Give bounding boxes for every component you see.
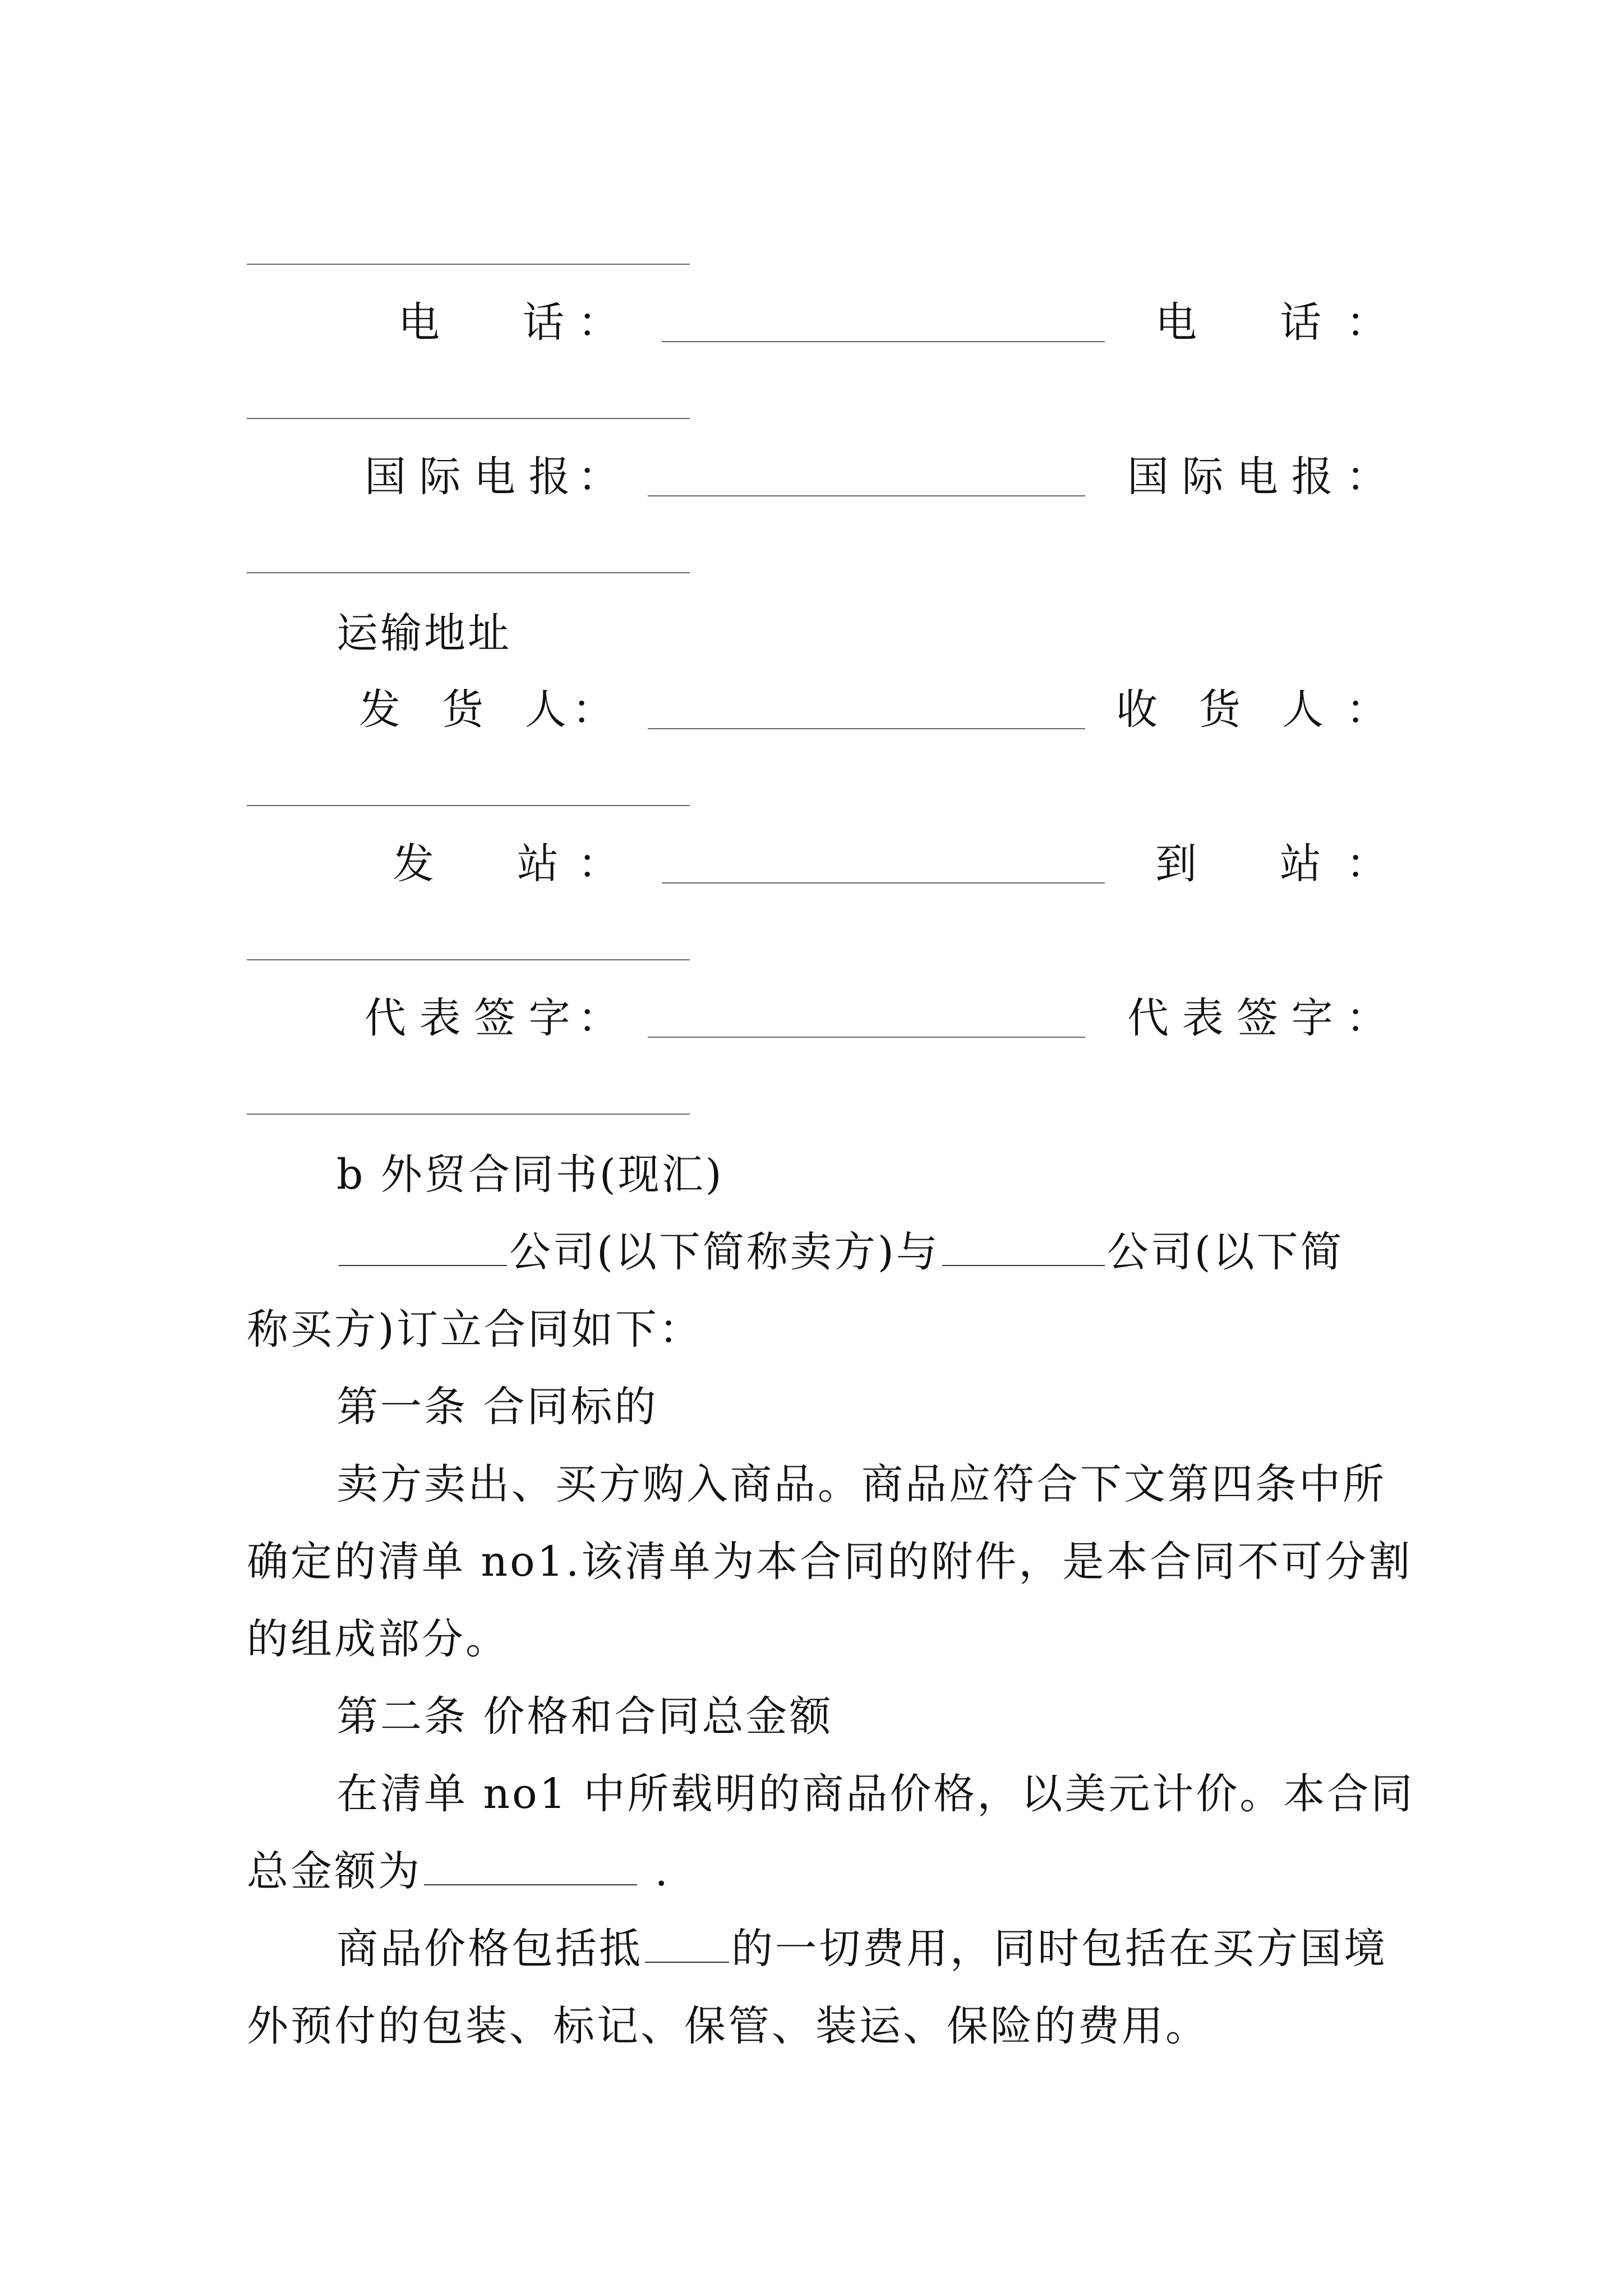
article1-line-1: 卖方卖出、买方购入商品。商品应符合下文第四条中所 [336,1460,1386,1508]
consignor-row [247,679,1385,740]
colon: ： [578,994,619,1042]
article2-line-1: 在清单 no1 中所载明的商品价格，以美元计价。本合同 [336,1770,1415,1818]
price-includes-text: 商品价格包括抵 [336,1925,643,1973]
rep-sign-field-right[interactable] [247,1114,690,1115]
fill-line [247,264,690,265]
colon: ： [578,840,619,888]
shipping-address-heading: 运输地址 [336,609,511,657]
consignee-field[interactable] [247,805,690,806]
article1-body [247,1446,1413,1678]
intro-buyer-text: 公司(以下简 [1106,1228,1344,1276]
signature-row [247,987,1385,1049]
article2-body [247,1755,1415,2065]
contract-title: b 外贸合同书(现汇) [336,1151,724,1199]
article1-title: 第一条 合同标的 [336,1383,658,1431]
cable-label-right: 国 际 电 报 [1127,453,1333,501]
consignor-label: 发 货 人 [359,685,566,734]
rep-sign-field-left[interactable] [648,1037,1085,1038]
consignee-label: 收 货 人 [1116,685,1324,734]
article1-line-3: 的组成部分。 [247,1615,509,1663]
total-amount-blank[interactable] [424,1849,637,1885]
phone-label-right: 电 话 [1155,298,1321,347]
cable-label-left: 国 际 电 报 [365,453,570,501]
phone-row [247,292,1385,353]
colon: ： [1346,840,1387,888]
cable-row [247,446,1385,508]
colon: ： [1346,685,1387,734]
intro-seller-text: 公司(以下简称卖方)与 [509,1228,940,1276]
seller-blank[interactable] [339,1230,507,1266]
rep-sign-label-right: 代 表 签 字 [1127,994,1333,1042]
article2-line-4: 外预付的包装、标记、保管、装运、保险的费用。 [247,2002,1209,2050]
price-includes-rest: 的一切费用，同时包括在买方国境 [731,1925,1387,1973]
colon: ： [572,685,614,734]
colon: ： [578,453,619,501]
rep-sign-label-left: 代 表 签 字 [365,994,570,1042]
buyer-blank[interactable] [942,1230,1105,1266]
intro-line-2: 称买方)订立合同如下： [247,1305,703,1354]
total-amount-label: 总金额为 [247,1847,422,1895]
contract-intro [247,1213,1385,1368]
article2-title: 第二条 价格和合同总金额 [336,1692,833,1741]
cable-field-right[interactable] [247,572,690,573]
phone-field-right[interactable] [247,418,690,419]
from-station-field[interactable] [662,882,1105,884]
delivery-point-blank[interactable] [645,1927,729,1963]
phone-field-left[interactable] [662,341,1105,342]
from-station-label: 发 站 [393,840,559,888]
colon: ： [1346,298,1387,347]
colon: ： [1346,994,1387,1042]
consignor-field[interactable] [648,728,1085,729]
colon: ： [578,298,619,347]
phone-label-left: 电 话 [398,298,564,347]
station-row [247,833,1385,895]
cable-field-left[interactable] [648,495,1085,496]
article1-line-2: 确定的清单 no1.该清单为本合同的附件，是本合同不可分割 [247,1538,1413,1586]
to-station-field[interactable] [247,959,690,960]
colon: ： [1346,453,1387,501]
total-amount-suffix: . [639,1847,671,1895]
to-station-label: 到 站 [1155,840,1321,888]
